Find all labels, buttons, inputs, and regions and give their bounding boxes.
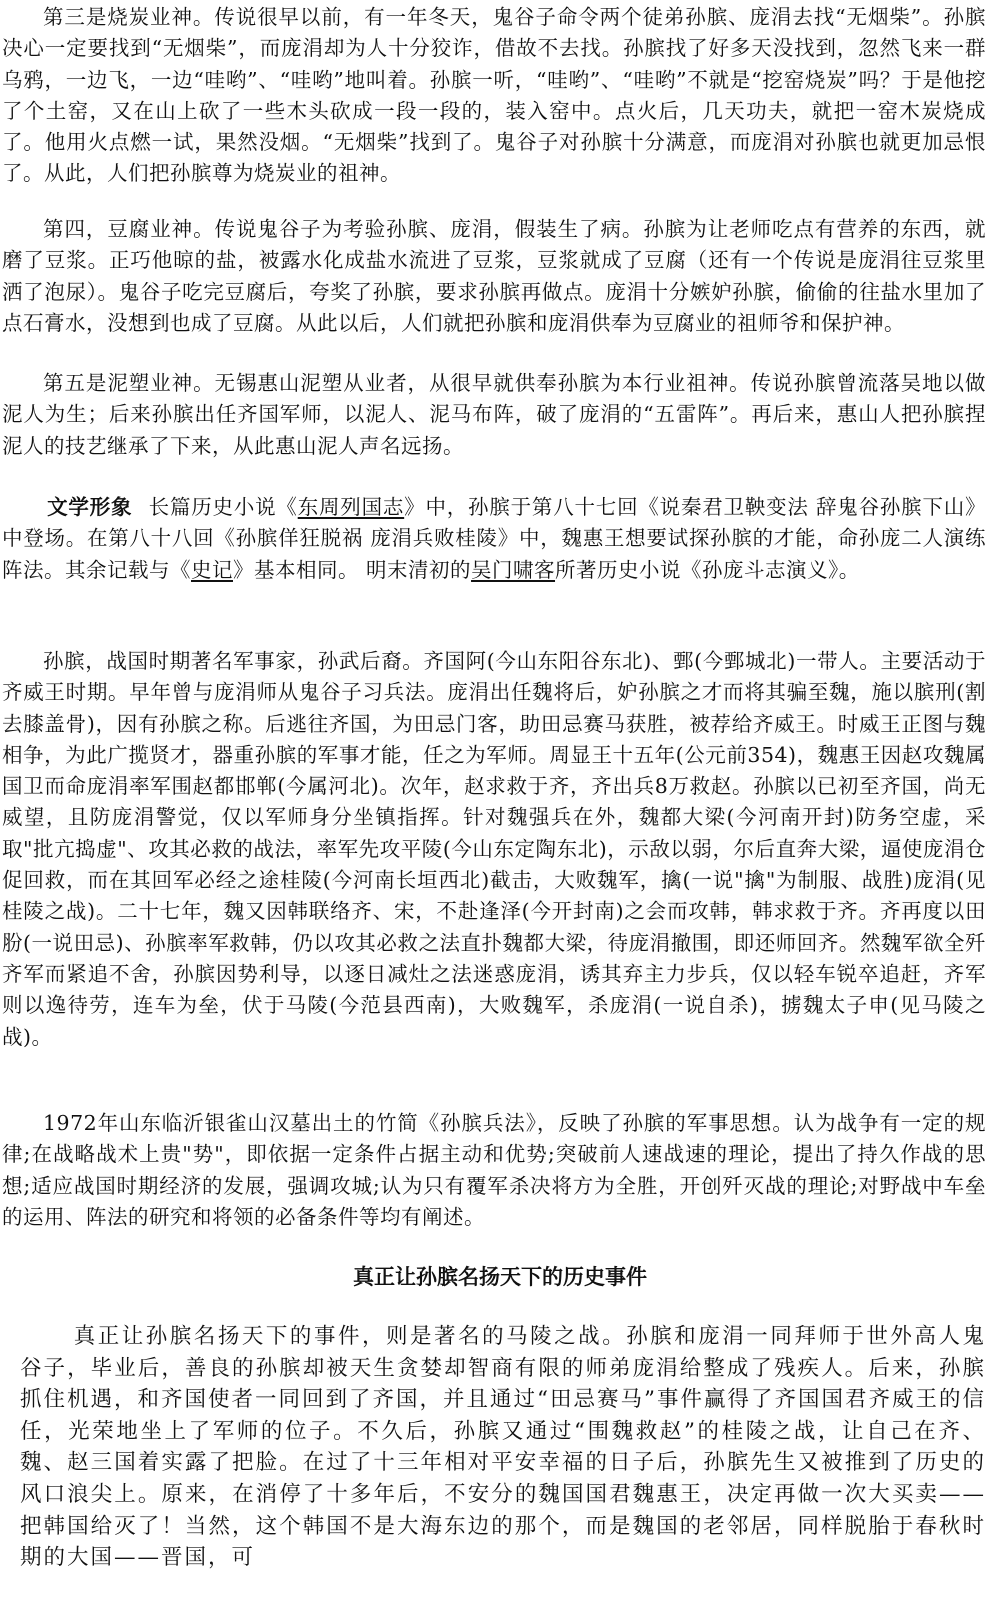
- paragraph-charcoal-god: 第三是烧炭业神。传说很早以前，有一年冬天，鬼谷子命令两个徒弟孙膑、庞涓去找“无烟柴”。孙膑决心一定要找到“无烟柴”，而庞涓却为人十分狡诈，借故不去找。孙膑找了好多天没找到，忽然飞来一群乌鸦，一边飞，一边“哇哟”、“哇哟”地叫着。孙膑一听，“哇哟”、“哇哟”不就是“挖窑烧炭”吗？于是他挖了个土窑，又在山上砍了一些木头砍成一段一段的，装入窑中。点火后，几天功夫，就把一窑木炭烧成了。他用火点燃一试，果然没烟。“无烟柴”找到了。鬼谷子对孙膑十分满意，而庞涓对孙膑也就更加忌恨了。从此，人们把孙膑尊为烧炭业的祖神。: [2, 5, 986, 186]
- author-link-wumenxiaoke[interactable]: 吴门啸客: [471, 557, 556, 582]
- literary-text-2: 》中，孙膑于第八十七回《说秦君卫鞅变法 辞鬼谷孙膑下山》中登场。在第八十八回《孙膑佯狂脱祸 庞涓兵败桂陵》中，魏惠王想要试探孙膑的才能，命孙庞二人演练阵法。其余记载与《: [2, 495, 987, 582]
- paragraph-literary-image: [0, 492, 992, 586]
- paragraph-clay-god: 第五是泥塑业神。无锡惠山泥塑从业者，从很早就供奉孙膑为本行业祖神。传说孙膑曾流落吴地以做泥人为生；后来孙膑出任齐国军师，以泥人、泥马布阵，破了庞涓的“五雷阵”。再后来，惠山人把孙膑捏泥人的技艺继承了下来，从此惠山泥人声名远扬。: [2, 371, 986, 458]
- literary-text-3: 》基本相同。 明末清初的: [233, 557, 472, 582]
- section-heading: 真正让孙膑名扬天下的历史事件: [353, 1265, 647, 1289]
- literary-text-4: 所著历史小说《孙庞斗志演义》。: [555, 557, 860, 582]
- paragraph-bingfa: 1972年山东临沂银雀山汉墓出土的竹简《孙膑兵法》，反映了孙膑的军事思想。认为战争有一定的规律;在战略战术上贵"势"，即依据一定条件占据主动和优势;突破前人速战速的理论，提出了持久作战的思想;适应战国时期经济的发展，强调攻城;认为只有覆军杀决将方为全胜，开创歼灭战的理论;对野战中车垒的运用、阵法的研究和将领的必备条件等均有阐述。: [2, 1111, 986, 1229]
- book-link-shiji[interactable]: 史记: [191, 557, 233, 582]
- book-link-dongzhou[interactable]: 东周列国志: [297, 495, 405, 519]
- paragraph-biography: 孙膑，战国时期著名军事家，孙武后裔。齐国阿(今山东阳谷东北)、鄄(今鄄城北)一带人。主要活动于齐威王时期。早年曾与庞涓师从鬼谷子习兵法。庞涓出任魏将后，妒孙膑之才而将其骗至魏，施以膑刑(割去膝盖骨)，因有孙膑之称。后逃往齐国，为田忌门客，助田忌赛马获胜，被荐给齐威王。时威王正图与魏相争，为此广揽贤才，器重孙膑的军事才能，任之为军师。周显王十五年(公元前354)，魏惠王因赵攻魏属国卫而命庞涓率军围赵都邯郸(今属河北)。次年，赵求救于齐，齐出兵8万救赵。孙膑以已初至齐国，尚无威望，且防庞涓警觉，仅以军师身分坐镇指挥。针对魏强兵在外，魏都大梁(今河南开封)防务空虚，采取"批亢捣虚"、攻其必救的战法，率军先攻平陵(今山东定陶东北)，示敌以弱，尔后直奔大梁，逼使庞涓仓促回救，而在其回军必经之途桂陵(今河南长垣西北)截击，大败魏军，擒(一说"擒"为制服、战胜)庞涓(见桂陵之战)。二十七年，魏又因韩联络齐、宋，不赴逢泽(今开封南)之会而攻韩，韩求救于齐。齐再度以田肦(一说田忌)、孙膑率军救韩，仍以攻其必救之法直扑魏都大梁，待庞涓撤围，即还师回齐。然魏军欲全歼齐军而紧追不舍，孙膑因势利导，以逐日减灶之法迷惑庞涓，诱其弃主力步兵，仅以轻车锐卒追赶，齐军则以逸待劳，连车为垒，伏于马陵(今范县西南)，大败魏军，杀庞涓(一说自杀)，掳魏太子申(见马陵之战)。: [2, 649, 986, 1049]
- paragraph-tofu-god: 第四，豆腐业神。传说鬼谷子为考验孙膑、庞涓，假装生了病。孙膑为让老师吃点有营养的东西，就磨了豆浆。正巧他晾的盐，被露水化成盐水流进了豆浆，豆浆就成了豆腐（还有一个传说是庞涓往豆浆里洒了泡尿）。鬼谷子吃完豆腐后，夸奖了孙膑，要求孙膑再做点。庞涓十分嫉妒孙膑，偷偷的往盐水里加了点石膏水，没想到也成了豆腐。从此以后，人们就把孙膑和庞涓供奉为豆腐业的祖师爷和保护神。: [2, 217, 986, 335]
- literary-image-label: 文学形象: [47, 495, 133, 519]
- literary-text-1: 长篇历史小说《: [148, 495, 298, 519]
- paragraph-maling-event: 真正让孙膑名扬天下的事件，则是著名的马陵之战。孙膑和庞涓一同拜师于世外高人鬼谷子，毕业后，善良的孙膑却被天生贪婪却智商有限的师弟庞涓给整成了残疾人。后来，孙膑抓住机遇，和齐国使者一同回到了齐国，并且通过“田忌赛马”事件赢得了齐国国君齐威王的信任，光荣地坐上了军师的位子。不久后，孙膑又通过“围魏救赵”的桂陵之战，让自己在齐、魏、赵三国着实露了把脸。在过了十三年相对平安幸福的日子后，孙膑先生又被推到了历史的风口浪尖上。原来，在消停了十多年后，不安分的魏国国君魏惠王，决定再做一次大买卖——把韩国给灭了！当然，这个韩国不是大海东边的那个，而是魏国的老邻居，同样脱胎于春秋时期的大国——晋国，可: [20, 1324, 986, 1571]
